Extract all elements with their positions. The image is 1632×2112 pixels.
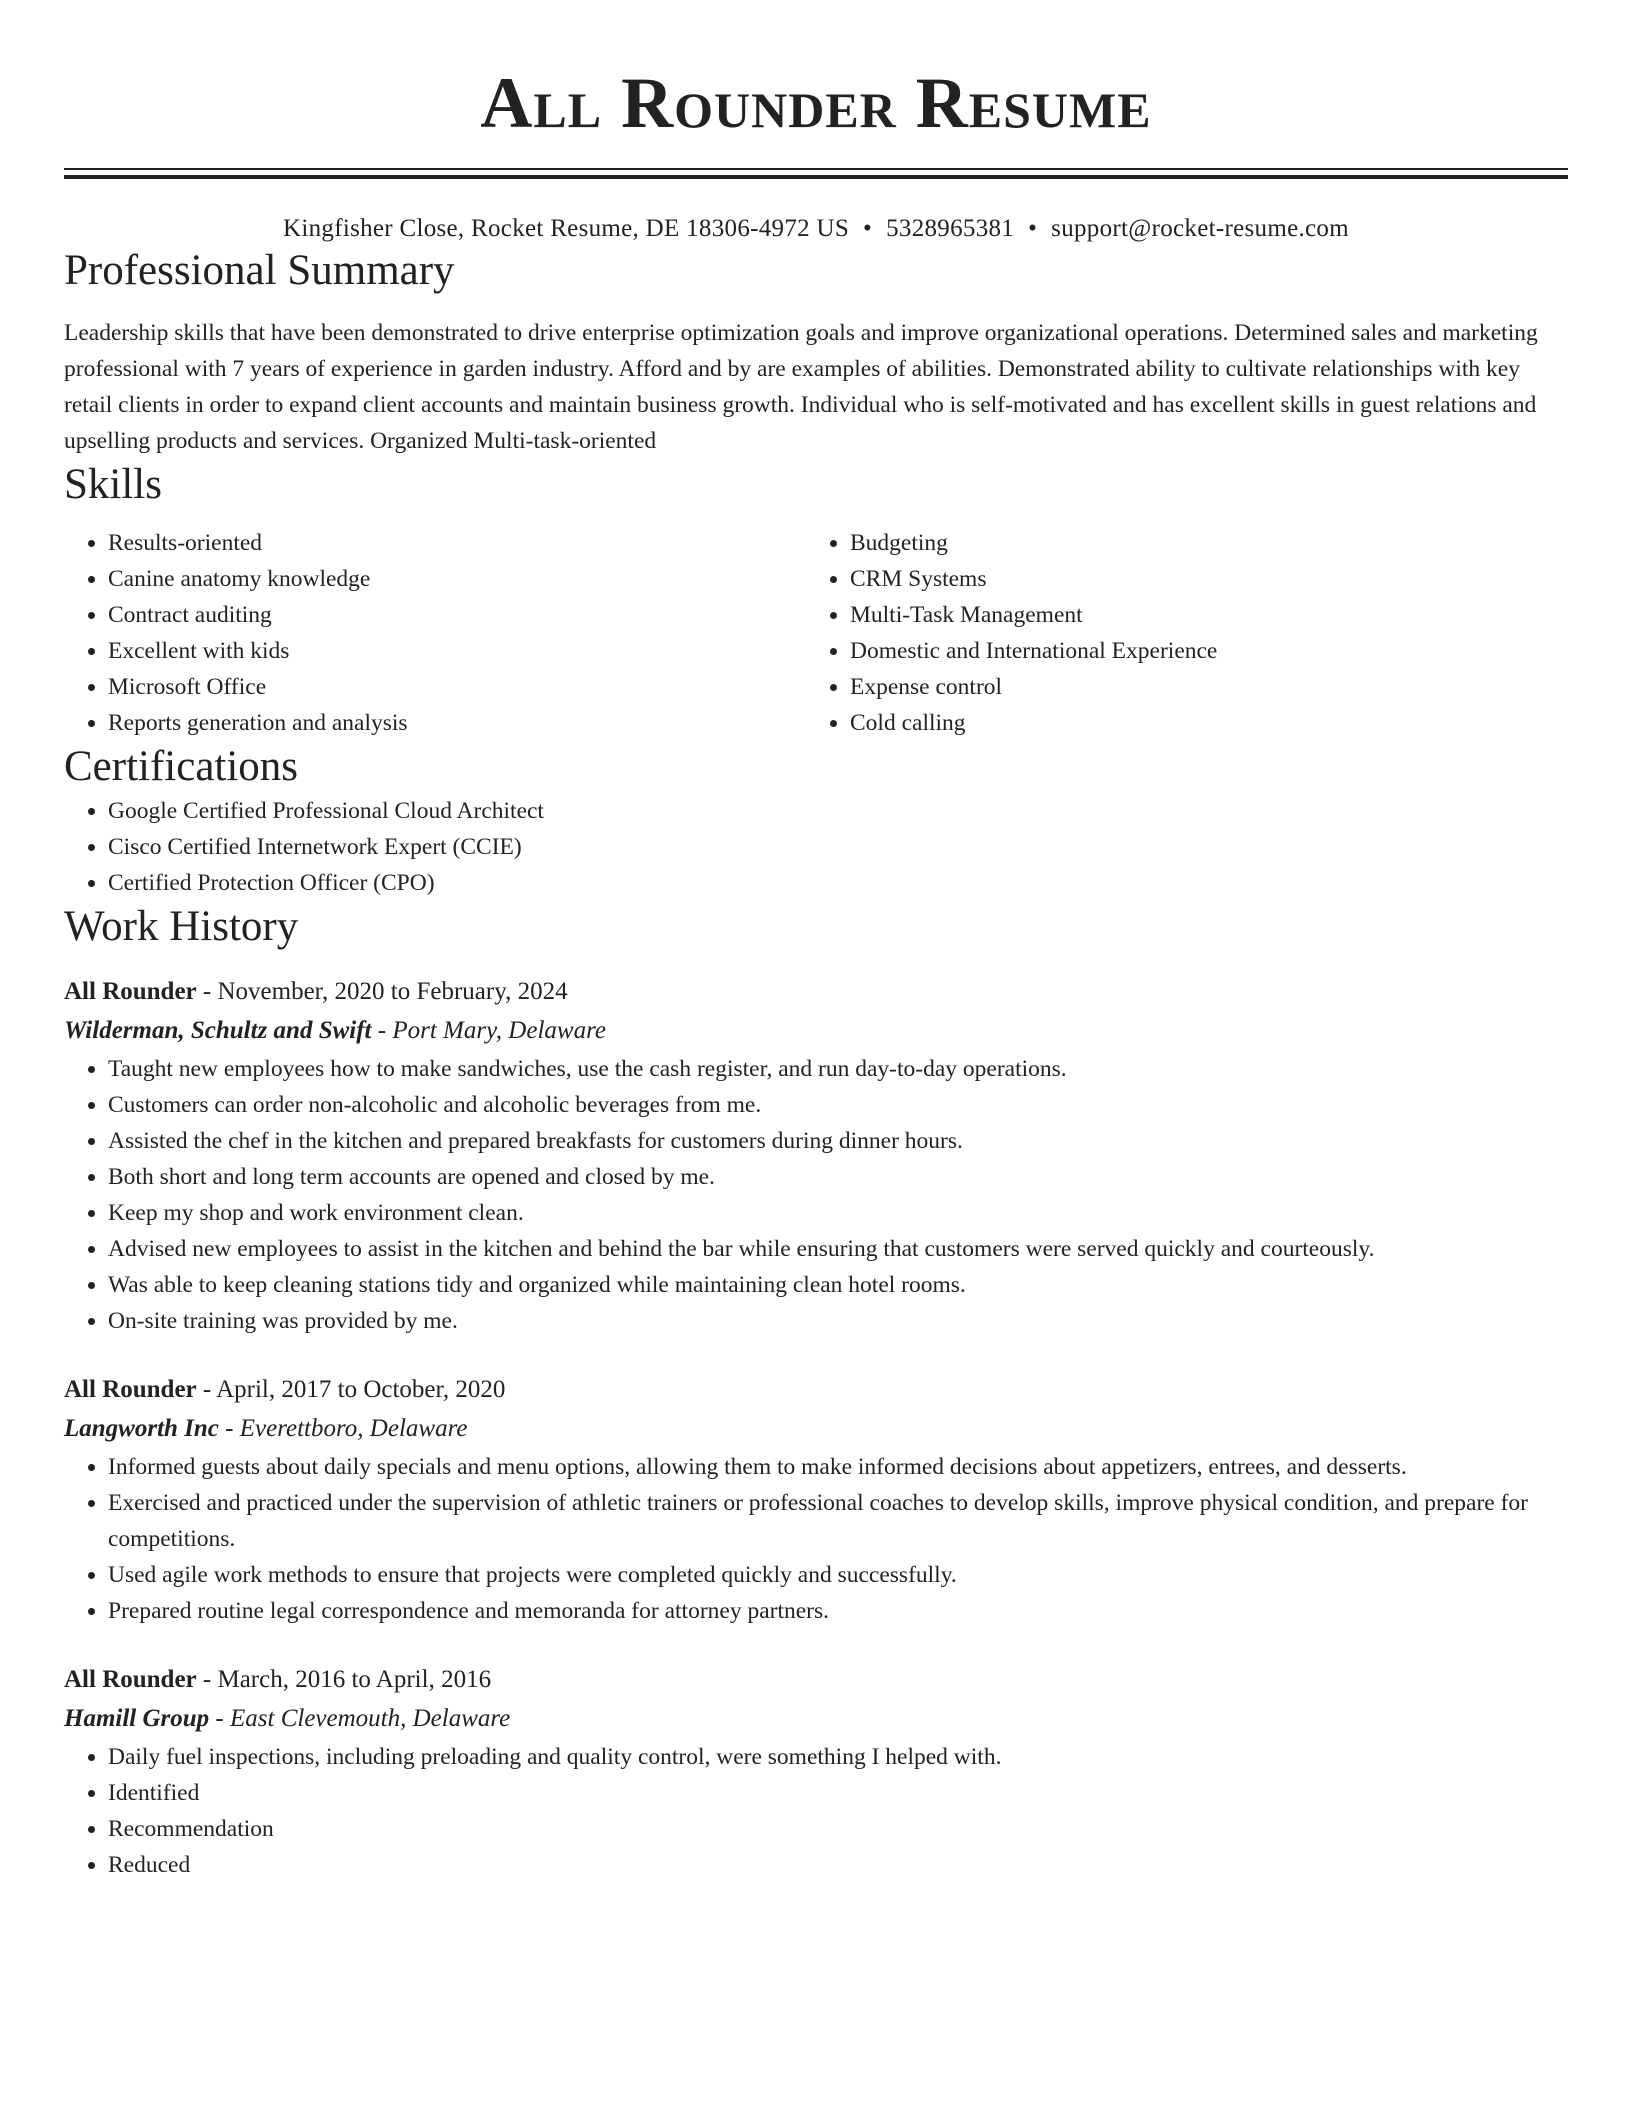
contact-phone: 5328965381 (886, 215, 1015, 242)
job-location: East Clevemouth, Delaware (230, 1705, 511, 1732)
job-duty-item: • Exercised and practiced under the supervision of athletic trainers or professional coaches to develop skills, improve physical condition, and prepare for competitions. (108, 1485, 1568, 1557)
skill-item: • Results-oriented (108, 525, 806, 561)
certification-item: • Certified Protection Officer (CPO) (108, 865, 1568, 901)
job-duty-item: • Reduced (108, 1847, 1568, 1883)
job-dash: - (209, 1705, 230, 1732)
job-employer (64, 1011, 1568, 1051)
job-company: Langworth Inc (64, 1415, 219, 1442)
job-duty-item: • Used agile work methods to ensure that projects were completed quickly and successfully. (108, 1557, 1568, 1593)
job-dash: - (218, 1415, 240, 1442)
job-dates: April, 2017 to October, 2020 (216, 1376, 506, 1403)
skill-item: • Reports generation and analysis (108, 705, 806, 741)
skill-item: • Expense control (850, 669, 1548, 705)
job-role: All Rounder (64, 978, 197, 1005)
skill-item: • Cold calling (850, 705, 1548, 741)
skill-item: • Canine anatomy knowledge (108, 561, 806, 597)
skills-heading: Skills (64, 461, 162, 508)
job-employer (64, 1409, 1568, 1449)
skills-column-right (806, 525, 1548, 741)
job-duty-item: • Daily fuel inspections, including preloading and quality control, were something I helped with. (108, 1739, 1568, 1775)
job-duty-item: • Customers can order non-alcoholic and alcoholic beverages from me. (108, 1087, 1568, 1123)
header-double-rule (64, 168, 1568, 179)
job-duties-list (64, 1051, 1568, 1339)
job-location: Port Mary, Delaware (392, 1017, 606, 1044)
job-duty-item: • Keep my shop and work environment clean. (108, 1195, 1568, 1231)
contact-address: Kingfisher Close, Rocket Resume, DE 18306-4972 US (283, 215, 850, 242)
job-company: Hamill Group (64, 1705, 210, 1732)
job-duty-item: • Identified (108, 1775, 1568, 1811)
skill-item: • Microsoft Office (108, 669, 806, 705)
contact-line (64, 213, 1568, 245)
job-role: All Rounder (64, 1666, 197, 1693)
job-company: Wilderman, Schultz and Swift (64, 1017, 372, 1044)
skills-list-right (806, 525, 1548, 741)
certifications-heading: Certifications (64, 743, 299, 790)
job-header (64, 973, 1568, 1011)
job-role: All Rounder (64, 1376, 197, 1403)
job-duty-item: • Taught new employees how to make sandwiches, use the cash register, and run day-to-day operations. (108, 1051, 1568, 1087)
skill-item: • Budgeting (850, 525, 1548, 561)
job-dash: - (196, 978, 218, 1005)
certifications-list (64, 793, 1568, 901)
job-duty-item: • Prepared routine legal correspondence and memoranda for attorney partners. (108, 1593, 1568, 1629)
work-history-heading: Work History (64, 903, 299, 950)
skill-item: • Domestic and International Experience (850, 633, 1548, 669)
summary-text: Leadership skills that have been demonstrated to drive enterprise optimization goals and improve organizational operations. Determined sales and marketing professional with 7 years of experience in garden industry. Afford and by are examples of abilities. Demonstrated ability to cultivate relationships with key retail clients in order to expand client accounts and maintain business growth. Individual who is self-motivated and has excellent skills in guest relations and upselling products and services. Organized Multi-task-oriented (64, 320, 1538, 454)
contact-separator: • (1028, 215, 1038, 242)
job-duty-item: • Recommendation (108, 1811, 1568, 1847)
job-entry (64, 973, 1568, 1339)
contact-email: support@rocket-resume.com (1051, 215, 1349, 242)
job-dash: - (196, 1376, 217, 1403)
job-duties-list (64, 1739, 1568, 1883)
job-dash: - (196, 1666, 218, 1693)
job-dash: - (371, 1017, 393, 1044)
resume-name: All Rounder Resume (480, 63, 1152, 143)
skill-item: • Multi-Task Management (850, 597, 1548, 633)
job-header (64, 1371, 1568, 1409)
summary-heading: Professional Summary (64, 247, 455, 294)
skill-item: • Contract auditing (108, 597, 806, 633)
job-location: Everettboro, Delaware (239, 1415, 468, 1442)
job-entry (64, 1371, 1568, 1629)
skills-column-left (64, 525, 806, 741)
job-duty-item: • On-site training was provided by me. (108, 1303, 1568, 1339)
job-duty-item: • Both short and long term accounts are opened and closed by me. (108, 1159, 1568, 1195)
certification-item: • Google Certified Professional Cloud Architect (108, 793, 1568, 829)
certification-item: • Cisco Certified Internetwork Expert (CCIE) (108, 829, 1568, 865)
contact-separator: • (863, 215, 873, 242)
job-dates: November, 2020 to February, 2024 (217, 978, 568, 1005)
skill-item: • CRM Systems (850, 561, 1548, 597)
job-dates: March, 2016 to April, 2016 (217, 1666, 492, 1693)
job-duty-item: • Informed guests about daily specials and menu options, allowing them to make informed decisions about appetizers, entrees, and desserts. (108, 1449, 1568, 1485)
job-entry (64, 1661, 1568, 1883)
job-duty-item: • Advised new employees to assist in the kitchen and behind the bar while ensuring that customers were served quickly and courteously. (108, 1231, 1568, 1267)
job-duty-item: • Assisted the chef in the kitchen and prepared breakfasts for customers during dinner hours. (108, 1123, 1568, 1159)
skills-grid (64, 525, 1568, 741)
skill-item: • Excellent with kids (108, 633, 806, 669)
skills-list-left (64, 525, 806, 741)
job-employer (64, 1699, 1568, 1739)
job-duty-item: • Was able to keep cleaning stations tidy and organized while maintaining clean hotel rooms. (108, 1267, 1568, 1303)
job-duties-list (64, 1449, 1568, 1629)
job-header (64, 1661, 1568, 1699)
